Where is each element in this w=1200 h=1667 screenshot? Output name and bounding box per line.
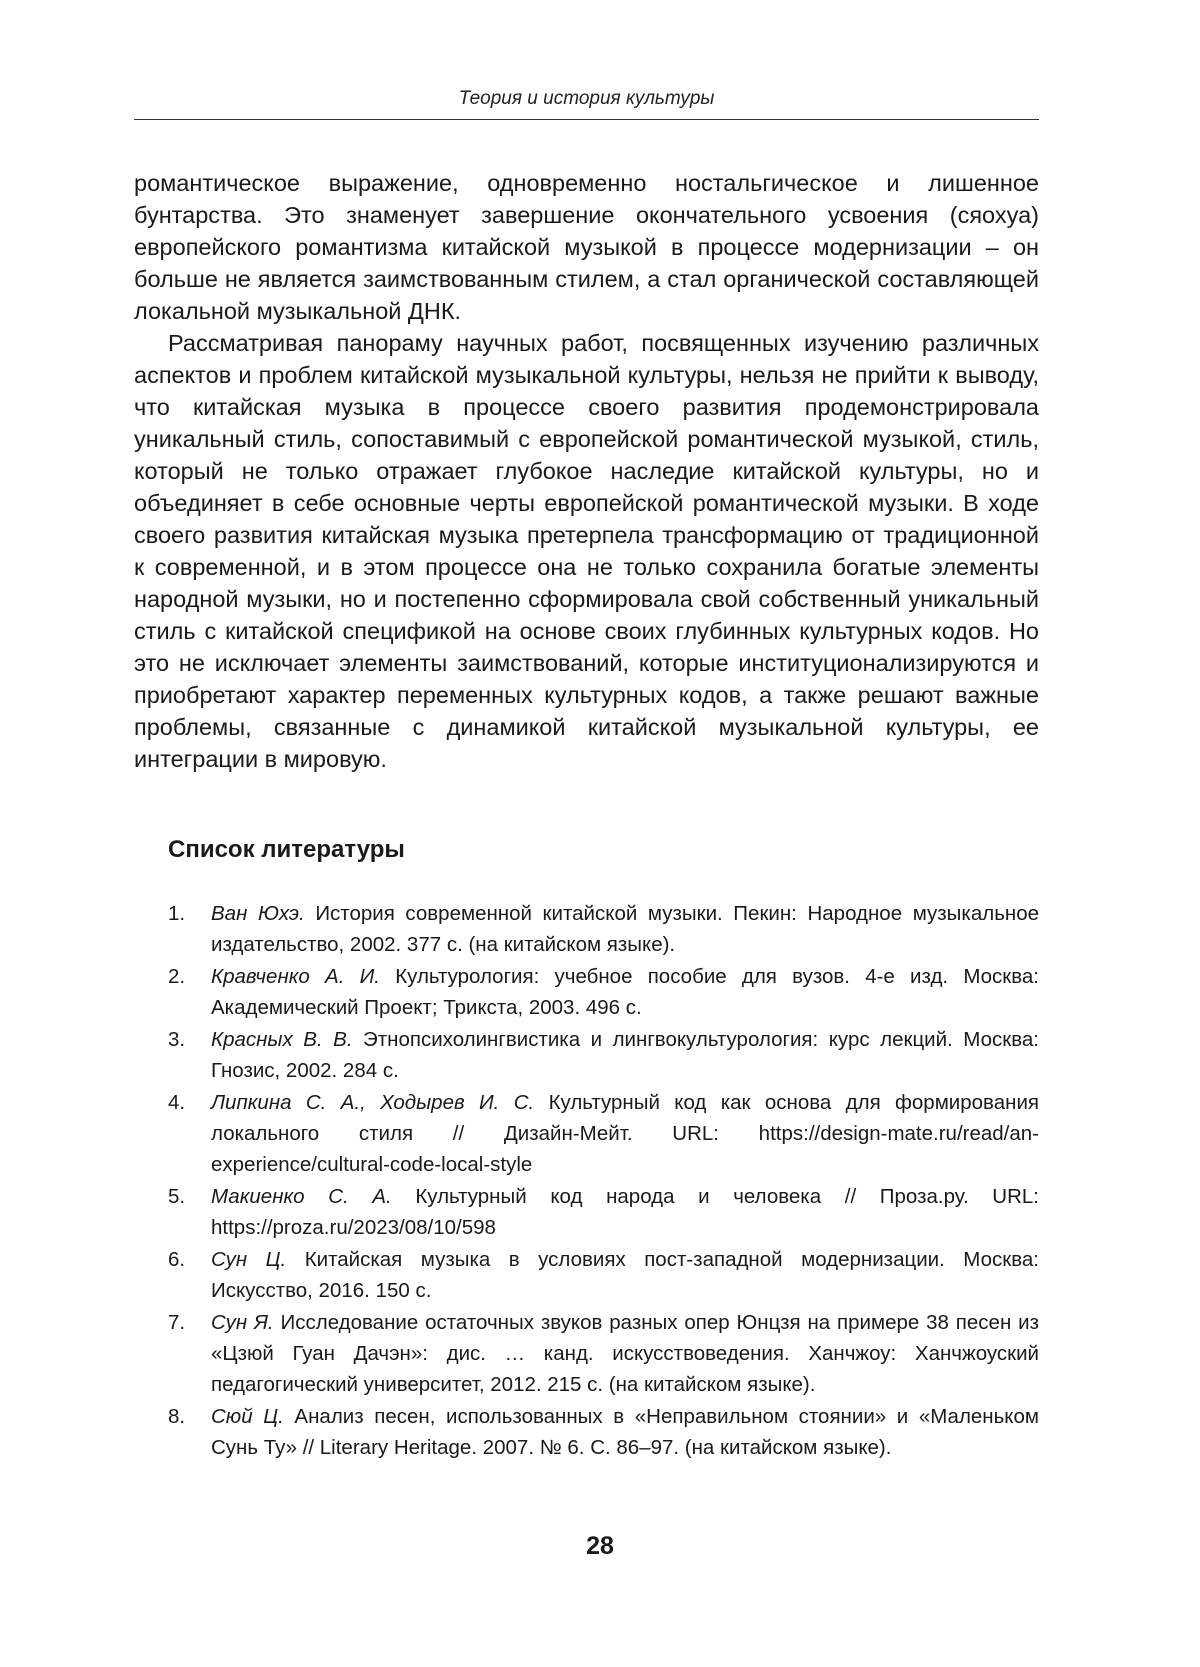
reference-body: Культурология: учебное пособие для вузов. 4-е изд. Москва: Академический Проект; Трикста, 2003. 496 с. <box>211 965 1039 1019</box>
reference-number: 5. <box>168 1185 186 1208</box>
reference-author: Ван Юхэ. <box>211 902 305 925</box>
reference-number: 4. <box>168 1091 186 1114</box>
reference-author: Кравченко А. И. <box>211 965 380 988</box>
reference-author: Сун Я. <box>211 1311 274 1334</box>
reference-body: Анализ песен, использованных в «Неправильном стоянии» и «Маленьком Сунь Ту» // Literary Heritage. 2007. № 6. С. 86–97. (на китайском языке). <box>211 1405 1039 1459</box>
reference-number: 7. <box>168 1311 186 1334</box>
reference-author: Макиенко С. А. <box>211 1185 392 1208</box>
reference-item <box>168 1401 1039 1463</box>
reference-item <box>168 1244 1039 1306</box>
reference-text <box>211 898 1039 960</box>
reference-number: 6. <box>168 1248 186 1271</box>
reference-author: Сун Ц. <box>211 1248 287 1271</box>
reference-item <box>168 1181 1039 1243</box>
reference-item <box>168 898 1039 960</box>
running-header: Теория и история культуры <box>458 88 715 109</box>
reference-text <box>211 1024 1039 1086</box>
reference-text <box>211 1181 1039 1243</box>
reference-text <box>211 961 1039 1023</box>
reference-item <box>168 1024 1039 1086</box>
header-divider <box>134 119 1039 120</box>
reference-text <box>211 1307 1039 1400</box>
body-text <box>134 167 1039 775</box>
reference-text <box>211 1401 1039 1463</box>
reference-text <box>211 1087 1039 1180</box>
reference-item <box>168 961 1039 1023</box>
reference-body: История современной китайской музыки. Пекин: Народное музыкальное издательство, 2002. 377 с. (на китайском языке). <box>211 902 1040 956</box>
reference-number: 1. <box>168 902 186 925</box>
reference-item <box>168 1087 1039 1180</box>
reference-author: Красных В. В. <box>211 1028 353 1051</box>
reference-body: Культурный код как основа для формирования локального стиля // Дизайн-Мейт. URL: https://design-mate.ru/read/an-experience/cultural-code-local-style <box>211 1091 1039 1176</box>
references-heading: Список литературы <box>168 836 405 863</box>
reference-author: Сюй Ц. <box>211 1405 284 1428</box>
reference-body: Культурный код народа и человека // Проза.ру. URL: https://proza.ru/2023/08/10/598 <box>211 1185 1039 1239</box>
page-number: 28 <box>586 1532 614 1560</box>
reference-item <box>168 1307 1039 1400</box>
reference-number: 3. <box>168 1028 186 1051</box>
reference-body: Этнопсихолингвистика и лингвокультурология: курс лекций. Москва: Гнозис, 2002. 284 с. <box>211 1028 1039 1082</box>
references-list <box>168 898 1039 1464</box>
reference-body: Исследование остаточных звуков разных опер Юнцзя на примере 38 песен из «Цзюй Гуан Дачэн»: дис. … канд. искусствоведения. Ханчжоу: Ханчжоуский педагогический университет, 2012. 215 с. (на китайском языке). <box>211 1311 1039 1396</box>
reference-number: 8. <box>168 1405 186 1428</box>
reference-text <box>211 1244 1039 1306</box>
reference-number: 2. <box>168 965 186 988</box>
paragraph-1: романтическое выражение, одновременно ностальгическое и лишенное бунтарства. Это знаменует завершение окончательного усвоения (сяохуа) европейского романтизма китайской музыкой в процессе модернизации – он больше не является заимствованным стилем, а стал органической составляющей локальной музыкальной ДНК. <box>134 170 1039 324</box>
paragraph-2: Рассматривая панораму научных работ, посвященных изучению различных аспектов и проблем китайской музыкальной культуры, нельзя не прийти к выводу, что китайская музыка в процессе своего развития продемонстрировала уникальный стиль, сопоставимый с европейской романтической музыкой, стиль, который не только отражает глубокое наследие китайской культуры, но и объединяет в себе основные черты европейской романтической музыки. В ходе своего развития китайская музыка претерпела трансформацию от традиционной к современной, и в этом процессе она не только сохранила богатые элементы народной музыки, но и постепенно сформировала свой собственный уникальный стиль с китайской спецификой на основе своих глубинных культурных кодов. Но это не исключает элементы заимствований, которые институционализируются и приобретают характер переменных культурных кодов, а также решают важные проблемы, связанные с динамикой китайской музыкальной культуры, ее интеграции в мировую. <box>134 330 1039 772</box>
reference-body: Китайская музыка в условиях пост-западной модернизации. Москва: Искусство, 2016. 150 с. <box>211 1248 1039 1302</box>
reference-author: Липкина С. А., Ходырев И. С. <box>211 1091 535 1114</box>
